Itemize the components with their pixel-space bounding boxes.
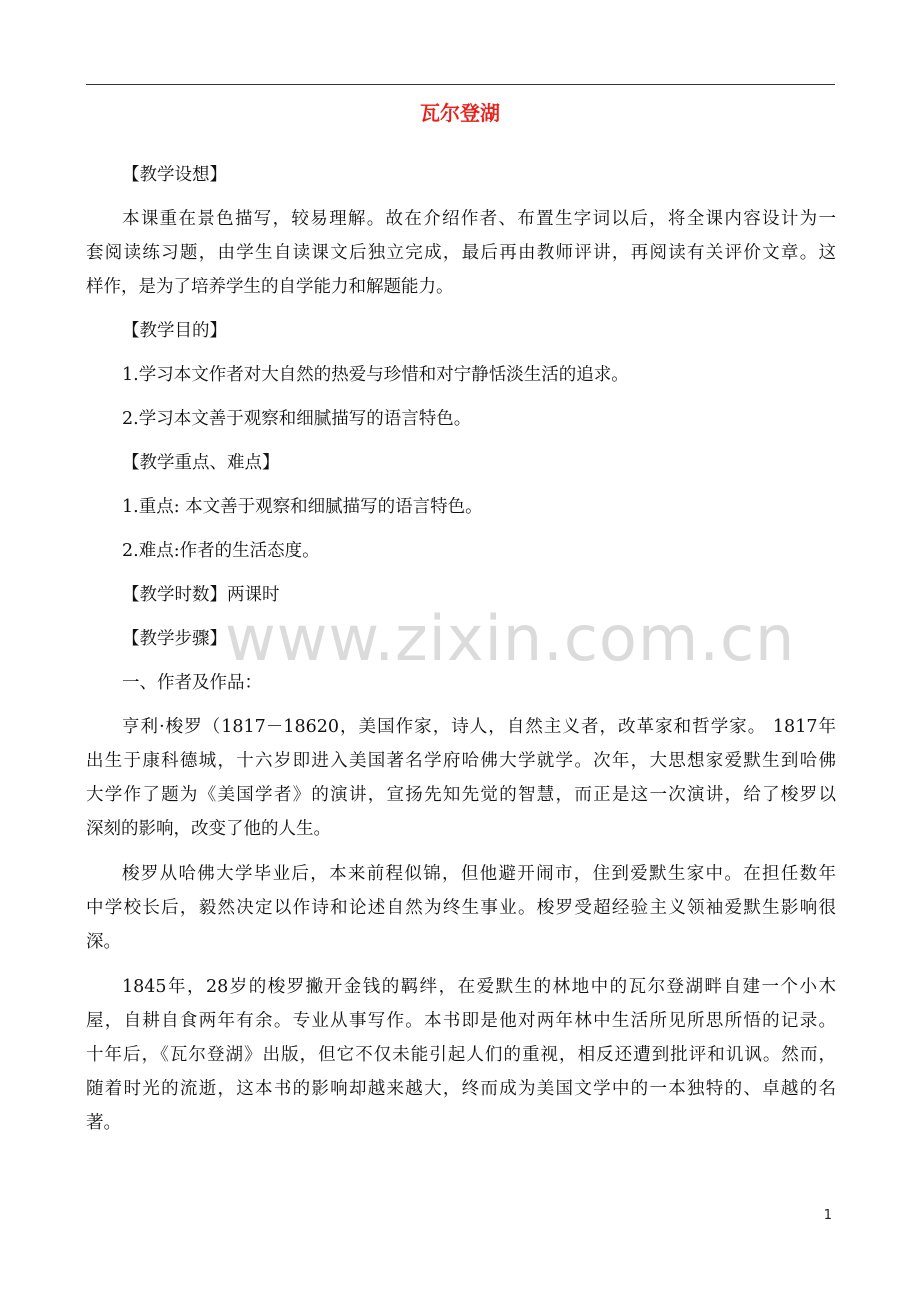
goal-item: 2.学习本文善于观察和细腻描写的语言特色。 [122, 409, 472, 429]
page-number: 1 [823, 1208, 832, 1223]
paragraph-line: 出生于康科德城，十六岁即进入美国著名学府哈佛大学就学。次年，大思想家爱默生到哈佛 [86, 751, 836, 771]
paragraph-line: 著。 [86, 1113, 121, 1133]
paragraph-line: 样作，是为了培养学生的自学能力和解题能力。 [86, 277, 454, 297]
keypoint-item: 1.重点: 本文善于观察和细腻描写的语言特色。 [122, 497, 483, 517]
paragraph-bio-1 [86, 710, 836, 846]
paragraph-line: 1845年，28岁的梭罗撇开金钱的羁绊，在爱默生的林地中的瓦尔登湖畔自建一个小木 [122, 977, 836, 997]
paragraph-line: 随着时光的流逝，这本书的影响却越来越大，终而成为美国文学中的一本独特的、卓越的名 [86, 1079, 836, 1099]
step-item: 一、作者及作品： [122, 673, 262, 693]
paragraph-line: 十年后，《瓦尔登湖》出版，但它不仅未能引起人们的重视，相反还遭到批评和讥讽。然而， [86, 1045, 836, 1065]
paragraph-bio-2 [86, 857, 836, 959]
document-title: 瓦尔登湖 [420, 101, 500, 125]
paragraph-line: 屋，自耕自食两年有余。专业从事写作。本书即是他对两年林中生活所见所思所悟的记录。 [86, 1011, 836, 1031]
paragraph-line: 深刻的影响，改变了他的人生。 [86, 819, 331, 839]
section-heading-design: 【教学设想】 [122, 165, 227, 185]
watermark-text: www.zixin.com.cn [225, 602, 796, 675]
section-heading-steps: 【教学步骤】 [122, 629, 227, 649]
section-heading-hours: 【教学时数】两课时 [122, 585, 280, 605]
header-rule [86, 84, 835, 85]
paragraph-line: 套阅读练习题，由学生自读课文后独立完成，最后再由教师评讲，再阅读有关评价文章。这 [86, 243, 836, 263]
section-heading-goals: 【教学目的】 [122, 321, 227, 341]
paragraph-line: 本课重在景色描写，较易理解。故在介绍作者、布置生字词以后，将全课内容设计为一 [122, 209, 836, 229]
goal-item: 1.学习本文作者对大自然的热爱与珍惜和对宁静恬淡生活的追求。 [122, 365, 629, 385]
paragraph-line: 梭罗从哈佛大学毕业后，本来前程似锦，但他避开闹市，住到爱默生家中。在担任数年 [122, 864, 836, 884]
paragraph-line: 中学校长后，毅然决定以作诗和论述自然为终生事业。梭罗受超经验主义领袖爱默生影响很 [86, 898, 836, 918]
paragraph-design [86, 202, 836, 304]
section-heading-keypoints: 【教学重点、难点】 [122, 453, 280, 473]
paragraph-line: 亨利·梭罗（1817－18620，美国作家，诗人，自然主义者，改革家和哲学家。 1817年 [122, 717, 836, 737]
keypoint-item: 2.难点:作者的生活态度。 [122, 541, 320, 561]
paragraph-line: 深。 [86, 932, 121, 952]
paragraph-line: 大学作了题为《美国学者》的演讲，宣扬先知先觉的智慧，而正是这一次演讲，给了梭罗以 [86, 785, 836, 805]
paragraph-bio-3 [86, 970, 836, 1140]
